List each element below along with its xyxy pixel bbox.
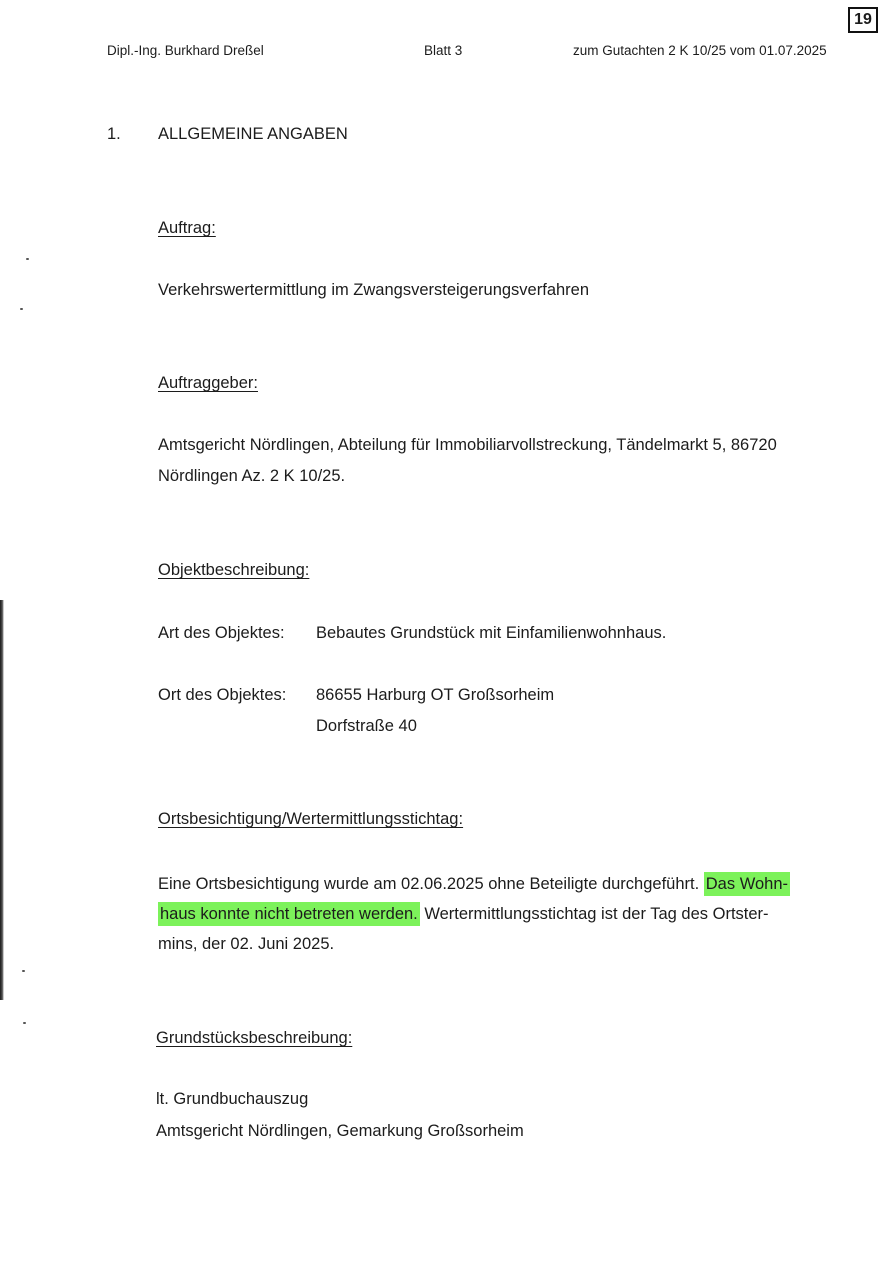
auftraggeber-line-2: Nördlingen Az. 2 K 10/25. xyxy=(158,467,346,485)
scan-speck xyxy=(22,970,25,972)
highlight-wohn: Das Wohn- xyxy=(704,872,790,896)
scan-speck xyxy=(26,258,29,260)
header-sheet: Blatt 3 xyxy=(424,43,463,58)
auftraggeber-line-1: Amtsgericht Nördlingen, Abteilung für Immobiliarvollstreckung, Tändelmarkt 5, 86720 xyxy=(158,436,777,454)
section-title: ALLGEMEINE ANGABEN xyxy=(158,125,348,143)
scan-speck xyxy=(20,308,23,310)
ortsbesichtigung-heading: Ortsbesichtigung/Wertermittlungsstichtag: xyxy=(158,810,464,828)
ortsbesichtigung-line-2-plain: Wertermittlungsstichtag ist der Tag des Ortster- xyxy=(419,905,769,923)
grundstueck-line-1: lt. Grundbuchauszug xyxy=(156,1090,309,1108)
objekt-heading: Objektbeschreibung: xyxy=(158,561,310,579)
page-number-box: 19 xyxy=(848,7,878,33)
ort-value-1: 86655 Harburg OT Großsorheim xyxy=(316,686,555,704)
auftraggeber-heading: Auftraggeber: xyxy=(158,374,258,392)
auftrag-heading: Auftrag: xyxy=(158,219,216,237)
ortsbesichtigung-line-1-plain: Eine Ortsbesichtigung wurde am 02.06.2025 ohne Beteiligte durchgeführt. xyxy=(158,875,704,893)
ort-label: Ort des Objektes: xyxy=(158,686,287,704)
ortsbesichtigung-line-1 xyxy=(158,876,790,893)
section-number: 1. xyxy=(107,125,121,143)
art-label: Art des Objektes: xyxy=(158,624,285,642)
ortsbesichtigung-line-2 xyxy=(158,906,769,923)
art-value: Bebautes Grundstück mit Einfamilienwohnhaus. xyxy=(316,624,667,642)
grundstueck-heading: Grundstücksbeschreibung: xyxy=(156,1029,353,1047)
scan-speck xyxy=(23,1022,26,1024)
header-author: Dipl.-Ing. Burkhard Dreßel xyxy=(107,43,264,58)
highlight-betreten: haus konnte nicht betreten werden. xyxy=(158,902,420,926)
scan-edge-shadow xyxy=(0,600,4,1000)
auftrag-text: Verkehrswertermittlung im Zwangsversteigerungsverfahren xyxy=(158,281,590,299)
grundstueck-line-2: Amtsgericht Nördlingen, Gemarkung Großsorheim xyxy=(156,1122,524,1140)
ortsbesichtigung-line-3: mins, der 02. Juni 2025. xyxy=(158,935,335,953)
header-reference: zum Gutachten 2 K 10/25 vom 01.07.2025 xyxy=(573,43,827,58)
ort-value-2: Dorfstraße 40 xyxy=(316,717,417,735)
